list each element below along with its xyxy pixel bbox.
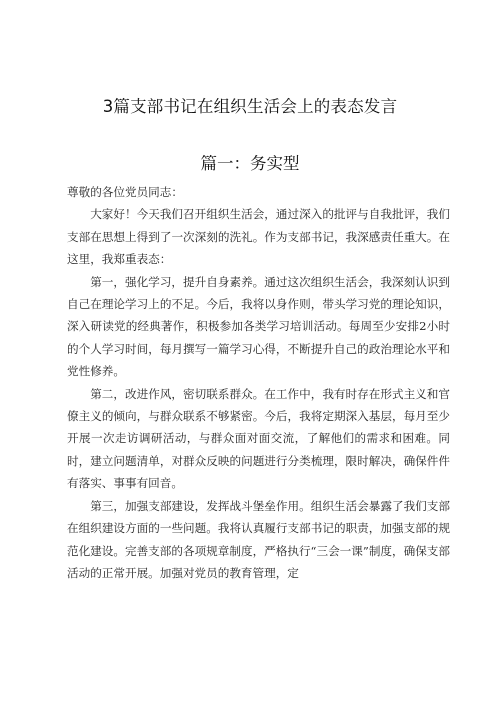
- section-title: 篇一：务实型: [200, 154, 300, 173]
- salutation: 尊敬的各位党员同志：: [67, 185, 183, 199]
- document-body: [67, 181, 450, 584]
- paragraph-point-one: 第一，强化学习，提升自身素养。通过这次组织生活会，我深刻认识到自己在理论学习上的不足。今后，我将以身作则，带头学习党的理论知识，深入研读党的经典著作，积极参加各类学习培训活动。每周至少安排2小时的个人学习时间，每月撰写一篇学习心得，不断提升自己的政治理论水平和党性修养。: [67, 274, 450, 379]
- document-title: 3篇支部书记在组织生活会上的表态发言: [102, 97, 398, 116]
- paragraph-opening: 大家好！今天我们召开组织生活会，通过深入的批评与自我批评，我们支部在思想上得到了一次深刻的洗礼。作为支部书记，我深感责任重大。在这里，我郑重表态：: [67, 207, 450, 267]
- paragraph-point-three: 第三，加强支部建设，发挥战斗堡垒作用。组织生活会暴露了我们支部在组织建设方面的一些问题。我将认真履行支部书记的职责，加强支部的规范化建设。完善支部的各项规章制度，严格执行“三会一课”制度，确保支部活动的正常开展。加强对党员的教育管理，定: [67, 498, 450, 580]
- paragraph-point-two: 第二，改进作风，密切联系群众。在工作中，我有时存在形式主义和官僚主义的倾向，与群众联系不够紧密。今后，我将定期深入基层，每月至少开展一次走访调研活动，与群众面对面交流，了解他们的需求和困难。同时，建立问题清单，对群众反映的问题进行分类梳理，限时解决，确保件件有落实、事事有回音。: [67, 386, 450, 491]
